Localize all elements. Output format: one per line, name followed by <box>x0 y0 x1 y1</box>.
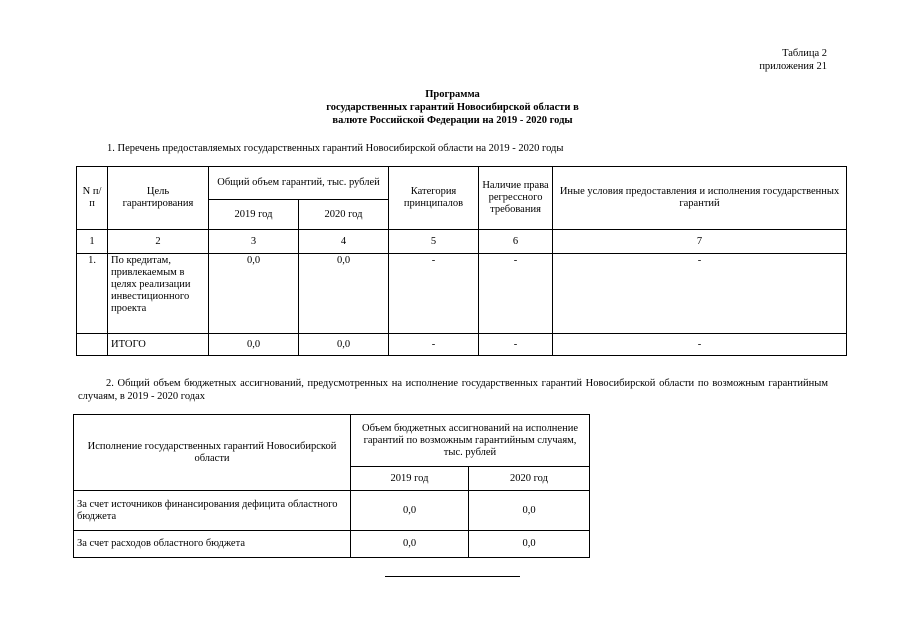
col-num-7: 7 <box>553 230 847 254</box>
row1-n: 1. <box>77 254 108 334</box>
header-n: N п/п <box>77 167 108 230</box>
appendix-number: приложения 21 <box>759 61 827 72</box>
table-row <box>74 531 590 558</box>
closing-divider <box>385 576 520 577</box>
total-other: - <box>553 334 847 356</box>
col-num-5: 5 <box>389 230 479 254</box>
header-regress: Наличие права регрессного требования <box>479 167 553 230</box>
t2-row1-2019: 0,0 <box>351 491 469 531</box>
header-volume: Объем бюджетных ассигнований на исполнение гарантий по возможным гарантийным случаям, тыс. рублей <box>351 415 590 467</box>
col-num-6: 6 <box>479 230 553 254</box>
column-numbers-row <box>77 230 847 254</box>
row1-other: - <box>553 254 847 334</box>
header-2019: 2019 год <box>209 200 299 230</box>
t2-header-2019: 2019 год <box>351 467 469 491</box>
row1-regress: - <box>479 254 553 334</box>
t2-header-2020: 2020 год <box>469 467 590 491</box>
title-line-3: валюте Российской Федерации на 2019 - 2020 годы <box>332 115 573 126</box>
header-other-conditions: Иные условия предоставления и исполнения государственных гарантий <box>553 167 847 230</box>
total-row <box>77 334 847 356</box>
header-2020: 2020 год <box>299 200 389 230</box>
table-row <box>77 254 847 334</box>
total-category: - <box>389 334 479 356</box>
table-row <box>74 491 590 531</box>
table-header-row <box>77 167 847 200</box>
total-label: ИТОГО <box>108 334 209 356</box>
total-regress: - <box>479 334 553 356</box>
col-num-2: 2 <box>108 230 209 254</box>
t2-row1-label: За счет источников финансирования дефицита областного бюджета <box>74 491 351 531</box>
budget-allocations-table <box>73 414 590 558</box>
total-n <box>77 334 108 356</box>
t2-row2-2019: 0,0 <box>351 531 469 558</box>
header-execution: Исполнение государственных гарантий Новосибирской области <box>74 415 351 491</box>
row1-category: - <box>389 254 479 334</box>
row1-2019: 0,0 <box>209 254 299 334</box>
row1-2020: 0,0 <box>299 254 389 334</box>
t2-row1-2020: 0,0 <box>469 491 590 531</box>
guarantees-table <box>76 166 847 356</box>
section2-heading: 2. Общий объем бюджетных ассигнований, предусмотренных на исполнение государственных гарантий Новосибирской области по возможным гарантийным случаям, в 2019 - 2020 годах <box>78 378 828 402</box>
document-title <box>0 88 905 127</box>
col-num-1: 1 <box>77 230 108 254</box>
table-number: Таблица 2 <box>782 48 827 59</box>
header-goal: Цель гарантирования <box>108 167 209 230</box>
total-2019: 0,0 <box>209 334 299 356</box>
total-2020: 0,0 <box>299 334 389 356</box>
table-reference <box>759 47 827 73</box>
t2-row2-2020: 0,0 <box>469 531 590 558</box>
header-category: Категория принципалов <box>389 167 479 230</box>
row1-goal: По кредитам, привлекаемым в целях реализации инвестиционного проекта <box>108 254 209 334</box>
title-line-2: государственных гарантий Новосибирской области в <box>326 102 579 113</box>
section1-heading: 1. Перечень предоставляемых государственных гарантий Новосибирской области на 2019 - 2020 годы <box>107 143 564 154</box>
table2-header-row <box>74 415 590 467</box>
title-line-1: Программа <box>425 89 480 100</box>
col-num-3: 3 <box>209 230 299 254</box>
col-num-4: 4 <box>299 230 389 254</box>
t2-row2-label: За счет расходов областного бюджета <box>74 531 351 558</box>
header-total-volume: Общий объем гарантий, тыс. рублей <box>209 167 389 200</box>
